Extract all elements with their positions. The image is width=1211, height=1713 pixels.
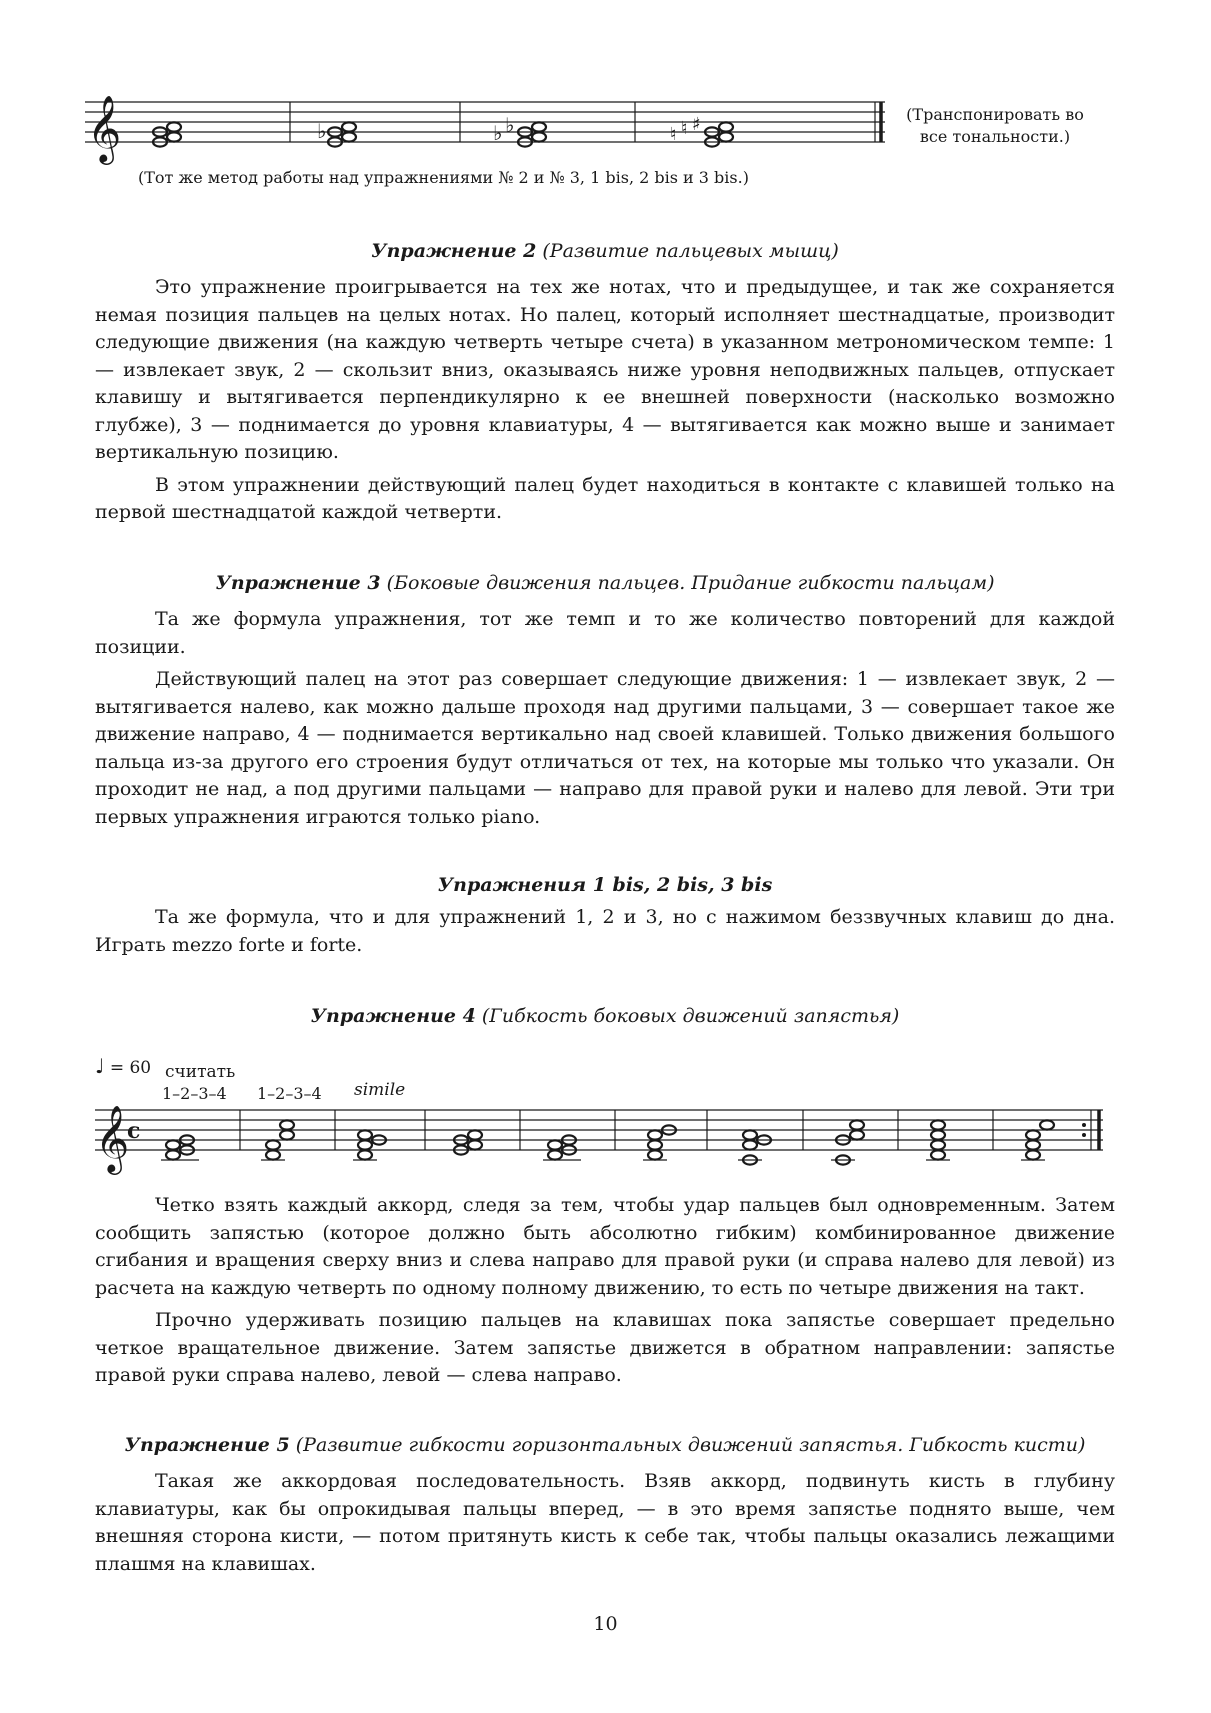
count-1: 1–2–3–4 bbox=[162, 1084, 227, 1103]
exercise-2-title: Упражнение 2 bbox=[371, 240, 537, 262]
flat-icon: ♭ bbox=[317, 119, 327, 143]
exercise-3-paragraph-2: Действующий палец на этот раз совершает следующие движения: 1 — извлекает звук, 2 — вытягивается налево, как можно дальше проходя над другими пальцами, 3 — совершает такое же движение направо, 4 — поднимается вертикально над своей клавишей. Только движения большого пальца из-за другого его строения будут отличаться от тех, на которые мы только что указали. Он проходит не над, а под другими пальцами — направо для правой руки и налево для левой. Эти три первых упражнения играются только piano. bbox=[95, 668, 1115, 828]
quarter-note-icon: ♩ bbox=[95, 1054, 105, 1078]
top-music-staff bbox=[85, 88, 885, 168]
chord-whole-notes bbox=[153, 122, 181, 146]
chord-whole-notes bbox=[166, 1120, 1054, 1164]
exercise-4-paragraph-2: Прочно удерживать позицию пальцев на клавишах пока запястье совершает предельно четкое вращательное движение. Затем запястье движется в обратном направлении: запястье правой руки справа налево, левой — слева направо. bbox=[95, 1309, 1115, 1386]
exercise-4-body bbox=[95, 1192, 1115, 1395]
exercise-4-title: Упражнение 4 bbox=[310, 1005, 476, 1027]
exercise-3-heading bbox=[95, 572, 1115, 594]
page-number: 10 bbox=[593, 1613, 618, 1635]
natural-icon: ♮ bbox=[670, 124, 677, 145]
exercise-3-paragraph-1: Та же формула упражнения, тот же темп и то же количество повторений для каждой позиции. bbox=[95, 608, 1115, 658]
natural-icon: ♮ bbox=[681, 118, 688, 139]
transpose-note-line-1: (Транспонировать во bbox=[906, 105, 1084, 124]
exercise-bis-paragraph-1: Та же формула, что и для упражнений 1, 2 и 3, но с нажимом беззвучных клавиш до дна. Играть mezzo forte и forte. bbox=[95, 906, 1115, 956]
exercise-3-title: Упражнение 3 bbox=[215, 572, 381, 594]
flat-icon: ♭ bbox=[493, 121, 503, 145]
exercise-4-staff bbox=[95, 1098, 1105, 1178]
count-2: 1–2–3–4 bbox=[257, 1084, 322, 1103]
exercise-2-paragraph-2: В этом упражнении действующий палец будет находиться в контакте с клавишей только на первой шестнадцатой каждой четверти. bbox=[95, 473, 1115, 523]
exercise-2-heading bbox=[95, 240, 1115, 262]
chord-whole-notes bbox=[705, 122, 733, 146]
common-time-icon: c bbox=[127, 1118, 141, 1144]
exercise-3-body bbox=[95, 606, 1115, 836]
exercise-3-subtitle: (Боковые движения пальцев. Придание гибкости пальцам) bbox=[386, 572, 995, 594]
sharp-icon: ♯ bbox=[692, 114, 701, 135]
exercise-bis-heading bbox=[95, 874, 1115, 896]
exercise-2-subtitle: (Развитие пальцевых мышц) bbox=[542, 240, 839, 262]
treble-clef-icon: 𝄞 bbox=[95, 1104, 130, 1172]
transpose-note-line-2: все тональности.) bbox=[919, 127, 1071, 146]
exercise-5-heading bbox=[95, 1434, 1115, 1456]
exercise-2-paragraph-1: Это упражнение проигрывается на тех же нотах, что и предыдущее, и так же сохраняется немая позиция пальцев на целых нотах. Но палец, который исполняет шестнадцатые, производит следующие движения (на каждую четверть четыре счета) в указанном метрономическом темпе: 1 — извлекает звук, 2 — скользит вниз, оказываясь ниже уровня неподвижных пальцев, отпускает клавишу и вытягивается перпендикулярно к ее внешней поверхности (насколько возможно глубже), 3 — поднимается до уровня клавиатуры, 4 — вытягивается как можно выше и занимает вертикальную позицию. bbox=[95, 276, 1115, 463]
simile-marking: simile bbox=[354, 1080, 406, 1100]
exercise-4-subtitle: (Гибкость боковых движений запястья) bbox=[481, 1005, 900, 1027]
staff-lines bbox=[95, 1110, 1103, 1150]
method-note: (Тот же метод работы над упражнениями № 2 и № 3, 1 bis, 2 bis и 3 bis.) bbox=[138, 168, 749, 187]
exercise-5-subtitle: (Развитие гибкости горизонтальных движений запястья. Гибкость кисти) bbox=[295, 1434, 1086, 1456]
exercise-5-title: Упражнение 5 bbox=[124, 1434, 290, 1456]
staff-lines bbox=[85, 102, 885, 142]
tempo-marking bbox=[95, 1054, 151, 1078]
flat-icon: ♭ bbox=[505, 113, 515, 137]
chord-whole-notes bbox=[518, 122, 546, 146]
exercise-5-paragraph-1: Такая же аккордовая последовательность. Взяв аккорд, подвинуть кисть в глубину клавиатуры, как бы опрокидывая пальцы вперед, — в это время запястье поднято выше, чем внешняя сторона кисти, — потом притянуть кисть к себе так, чтобы пальцы оказались лежащими плашмя на клавишах. bbox=[95, 1470, 1115, 1575]
exercise-4-heading bbox=[95, 1005, 1115, 1027]
exercise-bis-body bbox=[95, 904, 1115, 964]
treble-clef-icon: 𝄞 bbox=[87, 94, 122, 162]
transpose-note bbox=[895, 104, 1095, 148]
exercise-2-body bbox=[95, 274, 1115, 532]
chord-whole-notes bbox=[328, 122, 356, 146]
exercise-bis-title: Упражнения 1 bis, 2 bis, 3 bis bbox=[437, 874, 773, 896]
count-label: считать bbox=[165, 1062, 236, 1082]
exercise-4-paragraph-1: Четко взять каждый аккорд, следя за тем, чтобы удар пальцев был одновременным. Затем сообщить запястью (которое должно быть абсолютно гибким) комбинированное движение сгибания и вращения сверху вниз и слева направо для правой руки (и справа налево для левой) из расчета на каждую четверть по одному полному движению, то есть по четыре движения на такт. bbox=[95, 1194, 1115, 1299]
exercise-5-body bbox=[95, 1468, 1115, 1583]
tempo-value: = 60 bbox=[109, 1058, 152, 1078]
